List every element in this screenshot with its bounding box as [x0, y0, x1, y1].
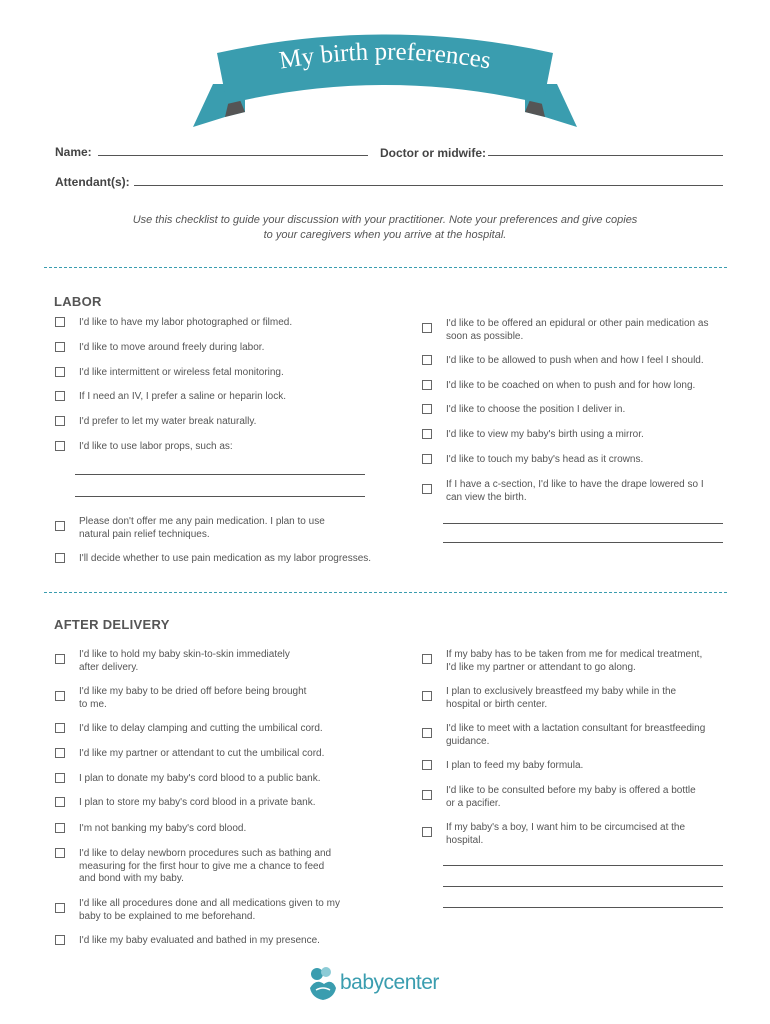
- checklist-item-line: and bond with my baby.: [79, 873, 184, 884]
- checklist-item-line: I'd like to view my baby's birth using a mirror.: [446, 429, 644, 440]
- page-title: My birth preferences: [277, 38, 493, 75]
- checklist-item-line: I'd like my partner or attendant to go along.: [446, 661, 636, 673]
- checklist-item-label: [79, 342, 264, 355]
- checkbox[interactable]: [55, 441, 65, 451]
- checklist-item-label: [446, 404, 625, 417]
- checklist-item-line: hospital or birth center.: [446, 698, 548, 710]
- intro-line-2: to your caregivers when you arrive at the hospital.: [263, 229, 507, 241]
- checklist-item-line: after delivery.: [79, 661, 139, 673]
- checklist-item-line: measuring for the first hour to give me a chance to feed: [79, 860, 325, 872]
- checklist-item-line: baby to be explained to me beforehand.: [79, 910, 256, 922]
- checklist-item-label: [446, 822, 685, 847]
- checklist-item-label: [79, 553, 371, 566]
- checklist-item-line: soon as possible.: [446, 330, 524, 342]
- checkbox[interactable]: [422, 323, 432, 333]
- checklist-item-line: If my baby's a boy, I want him to be circumcised at the: [446, 822, 686, 833]
- checkbox[interactable]: [55, 416, 65, 426]
- intro-text: [90, 213, 680, 243]
- after-delivery-heading: AFTER DELIVERY: [54, 617, 170, 632]
- checklist-item-line: If my baby has to be taken from me for medical treatment,: [446, 649, 703, 660]
- checkbox[interactable]: [55, 391, 65, 401]
- checklist-item-label: [446, 785, 696, 810]
- checklist-item-label: [446, 318, 708, 343]
- checklist-item-label: [446, 454, 643, 467]
- checklist-item-line: If I have a c-section, I'd like to have the drape lowered so I: [446, 479, 704, 490]
- checklist-item-line: I'd like my baby evaluated and bathed in my presence.: [79, 935, 320, 946]
- checklist-item-line: or a pacifier.: [446, 797, 501, 809]
- checklist-item-line: I'd like intermittent or wireless fetal monitoring.: [79, 367, 284, 378]
- checkbox[interactable]: [55, 367, 65, 377]
- checklist-item-label: [446, 380, 695, 393]
- after-delivery-write-line[interactable]: [443, 865, 723, 866]
- checklist-item-line: I'd like to touch my baby's head as it crowns.: [446, 454, 644, 465]
- checklist-item-label: [79, 649, 290, 674]
- checkbox[interactable]: [422, 380, 432, 390]
- checklist-item-line: I'd like to be consulted before my baby is offered a bottle: [446, 785, 696, 796]
- checklist-item-line: I'd like to be allowed to push when and how I feel I should.: [446, 355, 704, 366]
- checkbox[interactable]: [422, 654, 432, 664]
- checklist-item-label: [79, 723, 323, 736]
- checklist-item-line: I'll decide whether to use pain medication as my labor progresses.: [79, 553, 372, 564]
- checklist-item-line: Please don't offer me any pain medication. I plan to use: [79, 516, 325, 527]
- checkbox[interactable]: [55, 553, 65, 563]
- checklist-item-line: I'd like my partner or attendant to cut the umbilical cord.: [79, 748, 325, 759]
- checklist-item-line: I'd like to choose the position I deliver in.: [446, 404, 626, 415]
- checklist-item-label: [79, 848, 331, 886]
- section-divider: [44, 267, 727, 268]
- checkbox[interactable]: [422, 827, 432, 837]
- checkbox[interactable]: [55, 691, 65, 701]
- checkbox[interactable]: [55, 521, 65, 531]
- checkbox[interactable]: [55, 823, 65, 833]
- checkbox[interactable]: [422, 691, 432, 701]
- checkbox[interactable]: [422, 728, 432, 738]
- labor-heading: LABOR: [54, 294, 102, 309]
- checkbox[interactable]: [55, 317, 65, 327]
- checklist-item-line: If I need an IV, I prefer a saline or heparin lock.: [79, 391, 286, 402]
- name-label: Name:: [55, 145, 92, 159]
- checklist-item-line: guidance.: [446, 735, 490, 747]
- attendants-field[interactable]: [134, 185, 723, 186]
- checklist-item-label: [446, 760, 583, 773]
- checkbox[interactable]: [55, 797, 65, 807]
- checklist-item-line: I'd like to move around freely during labor.: [79, 342, 265, 353]
- checklist-item-label: [79, 516, 325, 541]
- logo-text: babycenter: [340, 971, 439, 994]
- checklist-item-label: [79, 773, 321, 786]
- checklist-item-label: [446, 429, 644, 442]
- checklist-item-label: [446, 479, 704, 504]
- checkbox[interactable]: [55, 848, 65, 858]
- checkbox[interactable]: [55, 903, 65, 913]
- labor-props-write-line[interactable]: [75, 474, 365, 475]
- checklist-item-label: [79, 317, 292, 330]
- checklist-item-label: [79, 416, 256, 429]
- checklist-item-label: [79, 935, 320, 948]
- checklist-item-line: I'd like to delay clamping and cutting the umbilical cord.: [79, 723, 323, 734]
- checklist-item-line: I'd like to use labor props, such as:: [79, 441, 233, 452]
- checkbox[interactable]: [422, 355, 432, 365]
- intro-line-1: Use this checklist to guide your discussion with your practitioner. Note your preferences and give copies: [132, 214, 638, 226]
- labor-notes-write-line[interactable]: [443, 523, 723, 524]
- checklist-item-line: hospital.: [446, 834, 484, 846]
- checklist-item-label: [446, 649, 702, 674]
- checklist-item-label: [79, 391, 286, 404]
- checkbox[interactable]: [422, 760, 432, 770]
- babycenter-logo-icon: [306, 964, 340, 1004]
- checklist-item-line: I plan to store my baby's cord blood in a private bank.: [79, 797, 316, 808]
- checklist-item-label: [79, 898, 340, 923]
- checklist-item-label: [79, 686, 306, 711]
- checklist-item-line: I'd like to be offered an epidural or other pain medication as: [446, 318, 709, 329]
- checklist-item-line: I'd like to meet with a lactation consultant for breastfeeding: [446, 723, 706, 734]
- checkbox[interactable]: [422, 484, 432, 494]
- checklist-item-line: I plan to donate my baby's cord blood to a public bank.: [79, 773, 321, 784]
- checkbox[interactable]: [55, 773, 65, 783]
- attendants-label: Attendant(s):: [55, 175, 130, 189]
- title-banner: [185, 28, 585, 128]
- checkbox[interactable]: [55, 654, 65, 664]
- checklist-item-line: I plan to feed my baby formula.: [446, 760, 584, 771]
- checklist-item-line: I'd like to be coached on when to push and for how long.: [446, 380, 696, 391]
- checkbox[interactable]: [422, 790, 432, 800]
- labor-props-write-line[interactable]: [75, 496, 365, 497]
- doctor-label: Doctor or midwife:: [380, 146, 487, 160]
- checklist-item-label: [79, 797, 315, 810]
- checklist-item-label: [446, 723, 705, 748]
- checkbox[interactable]: [55, 748, 65, 758]
- labor-notes-write-line[interactable]: [443, 542, 723, 543]
- checkbox[interactable]: [55, 342, 65, 352]
- checklist-item-label: [79, 441, 233, 454]
- checklist-item-line: natural pain relief techniques.: [79, 528, 210, 540]
- checkbox[interactable]: [422, 429, 432, 439]
- after-delivery-write-line[interactable]: [443, 907, 723, 908]
- checklist-item-line: I'd like to hold my baby skin-to-skin immediately: [79, 649, 290, 660]
- checkbox[interactable]: [422, 404, 432, 414]
- checklist-item-line: to me.: [79, 698, 107, 710]
- checklist-item-line: I plan to exclusively breastfeed my baby while in the: [446, 686, 677, 697]
- section-divider: [44, 592, 727, 593]
- checklist-item-line: I'd like to delay newborn procedures such as bathing and: [79, 848, 332, 859]
- babycenter-logo: [306, 962, 466, 1006]
- doctor-field[interactable]: [488, 155, 723, 156]
- checkbox[interactable]: [55, 723, 65, 733]
- checklist-item-label: [79, 823, 246, 836]
- checklist-item-line: I'd like to have my labor photographed or filmed.: [79, 317, 293, 328]
- checklist-item-line: I'd prefer to let my water break naturally.: [79, 416, 257, 427]
- checklist-item-label: [446, 686, 676, 711]
- checklist-item-line: I'd like all procedures done and all medications given to my: [79, 898, 340, 909]
- checklist-item-line: I'm not banking my baby's cord blood.: [79, 823, 247, 834]
- checkbox[interactable]: [55, 935, 65, 945]
- after-delivery-write-line[interactable]: [443, 886, 723, 887]
- checklist-item-line: I'd like my baby to be dried off before being brought: [79, 686, 307, 697]
- checklist-item-label: [79, 748, 324, 761]
- checklist-item-line: can view the birth.: [446, 491, 527, 503]
- checklist-item-label: [79, 367, 284, 380]
- checkbox[interactable]: [422, 454, 432, 464]
- checklist-item-label: [446, 355, 704, 368]
- name-field[interactable]: [98, 155, 368, 156]
